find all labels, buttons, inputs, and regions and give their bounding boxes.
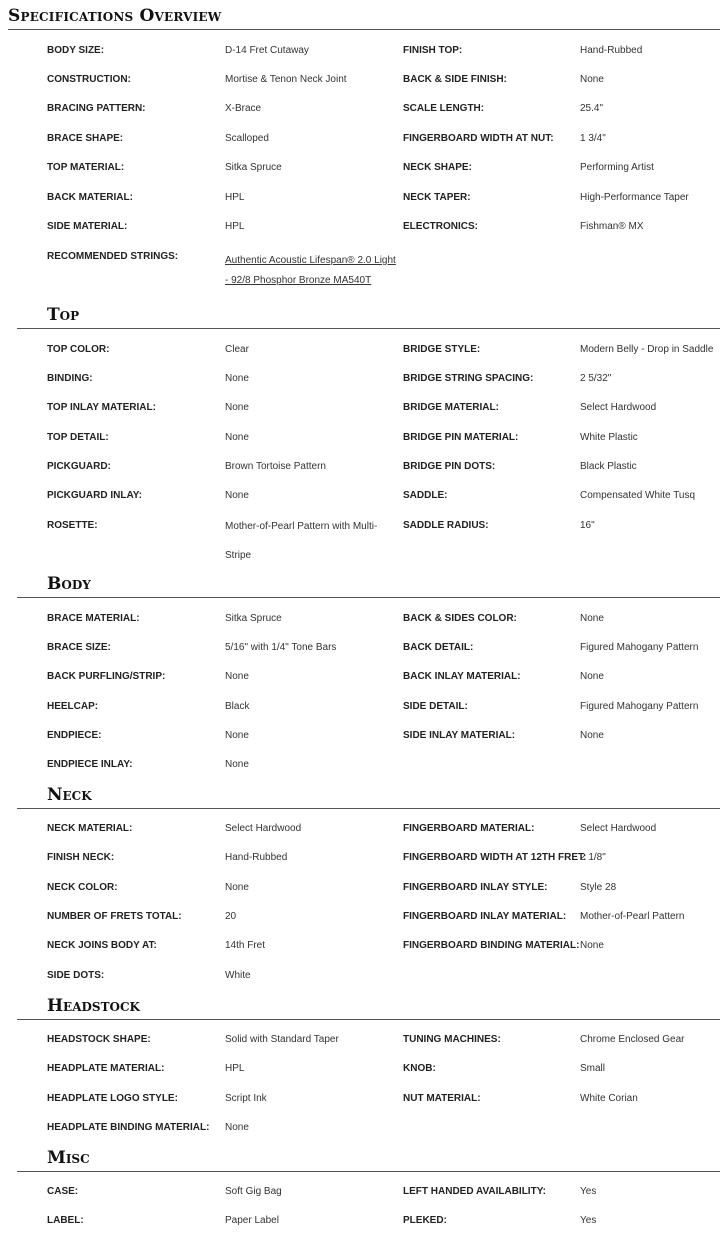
spec-row	[0, 162, 720, 182]
spec-value: 2 5/32"	[580, 373, 612, 384]
spec-label: BRACE SIZE:	[47, 642, 111, 653]
spec-label: BACK & SIDE FINISH:	[403, 74, 507, 85]
spec-label: RECOMMENDED STRINGS:	[47, 251, 179, 262]
spec-row	[0, 730, 720, 750]
spec-row	[0, 432, 720, 452]
spec-value: 5/16" with 1/4" Tone Bars	[225, 642, 337, 653]
spec-row	[0, 103, 720, 123]
spec-value: Brown Tortoise Pattern	[225, 461, 326, 472]
spec-row	[0, 1093, 720, 1113]
spec-row	[0, 671, 720, 691]
spec-row	[0, 344, 720, 364]
spec-value: Hand-Rubbed	[580, 45, 643, 56]
spec-label: CASE:	[47, 1186, 79, 1197]
spec-value: Solid with Standard Taper	[225, 1034, 339, 1045]
spec-value: Modern Belly - Drop in Saddle	[580, 344, 714, 355]
spec-label: FINGERBOARD MATERIAL:	[403, 823, 535, 834]
spec-value: D-14 Fret Cutaway	[225, 45, 309, 56]
spec-label: BRACE MATERIAL:	[47, 613, 140, 624]
recommended-strings-link[interactable]: Authentic Acoustic Lifespan® 2.0 Light - 92/8 Phosphor Bronze MA540T	[225, 255, 396, 286]
spec-value: None	[580, 613, 604, 624]
spec-row	[0, 45, 720, 65]
spec-value: 14th Fret	[225, 940, 266, 951]
spec-value: Sitka Spruce	[225, 613, 282, 624]
spec-row	[0, 520, 720, 564]
spec-label: HEADSTOCK SHAPE:	[47, 1034, 151, 1045]
section-heading-body: Body	[47, 574, 91, 594]
spec-value: Select Hardwood	[580, 402, 657, 413]
spec-label: BRIDGE PIN MATERIAL:	[403, 432, 519, 443]
section-heading-misc: Misc	[47, 1148, 90, 1168]
section-heading-headstock: Headstock	[47, 996, 140, 1016]
spec-value: Black	[225, 701, 250, 712]
spec-label: TOP COLOR:	[47, 344, 110, 355]
spec-row	[0, 911, 720, 931]
spec-label: NUMBER OF FRETS TOTAL:	[47, 911, 182, 922]
spec-row	[0, 940, 720, 960]
spec-row	[0, 701, 720, 721]
section-heading-top: Top	[47, 305, 80, 325]
spec-value: Paper Label	[225, 1215, 279, 1226]
spec-value: Small	[580, 1063, 606, 1074]
spec-value: Mother-of-Pearl Pattern	[580, 911, 685, 922]
spec-value: X-Brace	[225, 103, 262, 114]
spec-row	[0, 1186, 720, 1206]
spec-label: BACK MATERIAL:	[47, 192, 133, 203]
spec-label: NUT MATERIAL:	[403, 1093, 481, 1104]
spec-value: Scalloped	[225, 133, 269, 144]
spec-label: SIDE DETAIL:	[403, 701, 468, 712]
spec-label: TOP MATERIAL:	[47, 162, 125, 173]
spec-label: ROSETTE:	[47, 520, 98, 531]
spec-value: Compensated White Tusq	[580, 490, 696, 501]
spec-label: FINGERBOARD WIDTH AT 12TH FRET:	[403, 852, 587, 863]
spec-value: White	[225, 970, 251, 981]
spec-label: SIDE INLAY MATERIAL:	[403, 730, 516, 741]
spec-value: Style 28	[580, 882, 617, 893]
spec-value: HPL	[225, 1063, 245, 1074]
spec-row	[0, 759, 720, 779]
divider	[17, 808, 720, 809]
spec-value: None	[580, 730, 604, 741]
spec-value: None	[225, 490, 249, 501]
spec-value: Clear	[225, 344, 249, 355]
spec-label: HEELCAP:	[47, 701, 99, 712]
spec-row	[0, 221, 720, 241]
spec-label: BRIDGE PIN DOTS:	[403, 461, 496, 472]
spec-value: None	[580, 74, 604, 85]
spec-label: SADDLE RADIUS:	[403, 520, 489, 531]
spec-label: ENDPIECE INLAY:	[47, 759, 133, 770]
spec-value: Performing Artist	[580, 162, 654, 173]
spec-label: LABEL:	[47, 1215, 84, 1226]
spec-label: FINGERBOARD BINDING MATERIAL:	[403, 940, 580, 951]
spec-label: NECK COLOR:	[47, 882, 118, 893]
spec-row	[0, 402, 720, 422]
spec-value: None	[580, 671, 604, 682]
spec-label: BACK PURFLING/STRIP:	[47, 671, 166, 682]
spec-value: None	[225, 402, 249, 413]
spec-value: Hand-Rubbed	[225, 852, 288, 863]
divider	[8, 29, 720, 30]
spec-value: HPL	[225, 221, 245, 232]
spec-row	[0, 74, 720, 94]
spec-row	[0, 192, 720, 212]
spec-row	[0, 970, 720, 990]
spec-label: TOP INLAY MATERIAL:	[47, 402, 156, 413]
spec-value: None	[225, 432, 249, 443]
spec-row	[0, 1034, 720, 1054]
spec-label: SCALE LENGTH:	[403, 103, 485, 114]
spec-label: LEFT HANDED AVAILABILITY:	[403, 1186, 546, 1197]
divider	[17, 328, 720, 329]
spec-label: NECK SHAPE:	[403, 162, 472, 173]
spec-value: Select Hardwood	[225, 823, 302, 834]
spec-row	[0, 823, 720, 843]
spec-value: Soft Gig Bag	[225, 1186, 282, 1197]
spec-label: TOP DETAIL:	[47, 432, 109, 443]
divider	[17, 1019, 720, 1020]
spec-row	[0, 1122, 720, 1142]
spec-label: PICKGUARD:	[47, 461, 111, 472]
spec-row	[0, 373, 720, 393]
spec-value: None	[580, 940, 604, 951]
spec-value: None	[225, 759, 249, 770]
spec-label: HEADPLATE BINDING MATERIAL:	[47, 1122, 210, 1133]
spec-row	[0, 613, 720, 633]
spec-label: TUNING MACHINES:	[403, 1034, 501, 1045]
spec-value: Figured Mahogany Pattern	[580, 642, 699, 653]
spec-label: FINGERBOARD WIDTH AT NUT:	[403, 133, 554, 144]
spec-value: 1 3/4"	[580, 133, 606, 144]
spec-label: BRACING PATTERN:	[47, 103, 146, 114]
spec-value: Script Ink	[225, 1093, 267, 1104]
spec-label: PICKGUARD INLAY:	[47, 490, 143, 501]
page-title: Specifications Overview	[8, 6, 222, 26]
spec-label: BINDING:	[47, 373, 93, 384]
spec-label: BRIDGE MATERIAL:	[403, 402, 499, 413]
spec-value: Fishman® MX	[580, 221, 644, 232]
spec-label: BACK DETAIL:	[403, 642, 474, 653]
spec-value: 2 1/8"	[580, 852, 606, 863]
spec-label: KNOB:	[403, 1063, 436, 1074]
spec-label: ENDPIECE:	[47, 730, 102, 741]
spec-value: None	[225, 882, 249, 893]
section-heading-neck: Neck	[47, 785, 92, 805]
spec-row	[0, 642, 720, 662]
spec-label: PLEKED:	[403, 1215, 447, 1226]
spec-label: HEADPLATE MATERIAL:	[47, 1063, 165, 1074]
spec-value: Sitka Spruce	[225, 162, 282, 173]
spec-value: 25.4"	[580, 103, 604, 114]
spec-value: None	[225, 1122, 249, 1133]
spec-value: None	[225, 373, 249, 384]
spec-label: SIDE MATERIAL:	[47, 221, 128, 232]
spec-value: Mortise & Tenon Neck Joint	[225, 74, 347, 85]
spec-label: NECK JOINS BODY AT:	[47, 940, 157, 951]
spec-value: White Plastic	[580, 432, 638, 443]
spec-label: FINISH TOP:	[403, 45, 463, 56]
divider	[17, 1171, 720, 1172]
spec-value: White Corian	[580, 1093, 638, 1104]
spec-label: BACK INLAY MATERIAL:	[403, 671, 521, 682]
spec-label: HEADPLATE LOGO STYLE:	[47, 1093, 178, 1104]
spec-value: Yes	[580, 1215, 597, 1226]
spec-label: BRIDGE STYLE:	[403, 344, 481, 355]
spec-value: Chrome Enclosed Gear	[580, 1034, 685, 1045]
spec-label: FINGERBOARD INLAY MATERIAL:	[403, 911, 567, 922]
spec-value: 20	[225, 911, 237, 922]
spec-row	[0, 852, 720, 872]
spec-value: Mother-of-Pearl Pattern with Multi-Stripe	[225, 521, 378, 561]
divider	[17, 597, 720, 598]
spec-row	[0, 251, 720, 291]
spec-label: FINISH NECK:	[47, 852, 115, 863]
spec-value: Yes	[580, 1186, 597, 1197]
spec-label: FINGERBOARD INLAY STYLE:	[403, 882, 548, 893]
spec-label: BACK & SIDES COLOR:	[403, 613, 517, 624]
spec-label: SADDLE:	[403, 490, 448, 501]
spec-row	[0, 1063, 720, 1083]
spec-label: BRIDGE STRING SPACING:	[403, 373, 534, 384]
spec-value: Figured Mahogany Pattern	[580, 701, 699, 712]
spec-row	[0, 461, 720, 481]
spec-row	[0, 490, 720, 510]
spec-value: 16"	[580, 520, 595, 531]
spec-value: None	[225, 730, 249, 741]
spec-row	[0, 133, 720, 153]
spec-label: NECK TAPER:	[403, 192, 471, 203]
spec-value: Select Hardwood	[580, 823, 657, 834]
spec-label: ELECTRONICS:	[403, 221, 478, 232]
spec-label: NECK MATERIAL:	[47, 823, 133, 834]
spec-label: SIDE DOTS:	[47, 970, 105, 981]
spec-label: CONSTRUCTION:	[47, 74, 131, 85]
spec-value: None	[225, 671, 249, 682]
spec-row	[0, 882, 720, 902]
spec-value: Black Plastic	[580, 461, 637, 472]
spec-label: BRACE SHAPE:	[47, 133, 124, 144]
spec-label: BODY SIZE:	[47, 45, 105, 56]
spec-row	[0, 1215, 720, 1235]
spec-value: High-Performance Taper	[580, 192, 689, 203]
spec-value: HPL	[225, 192, 245, 203]
